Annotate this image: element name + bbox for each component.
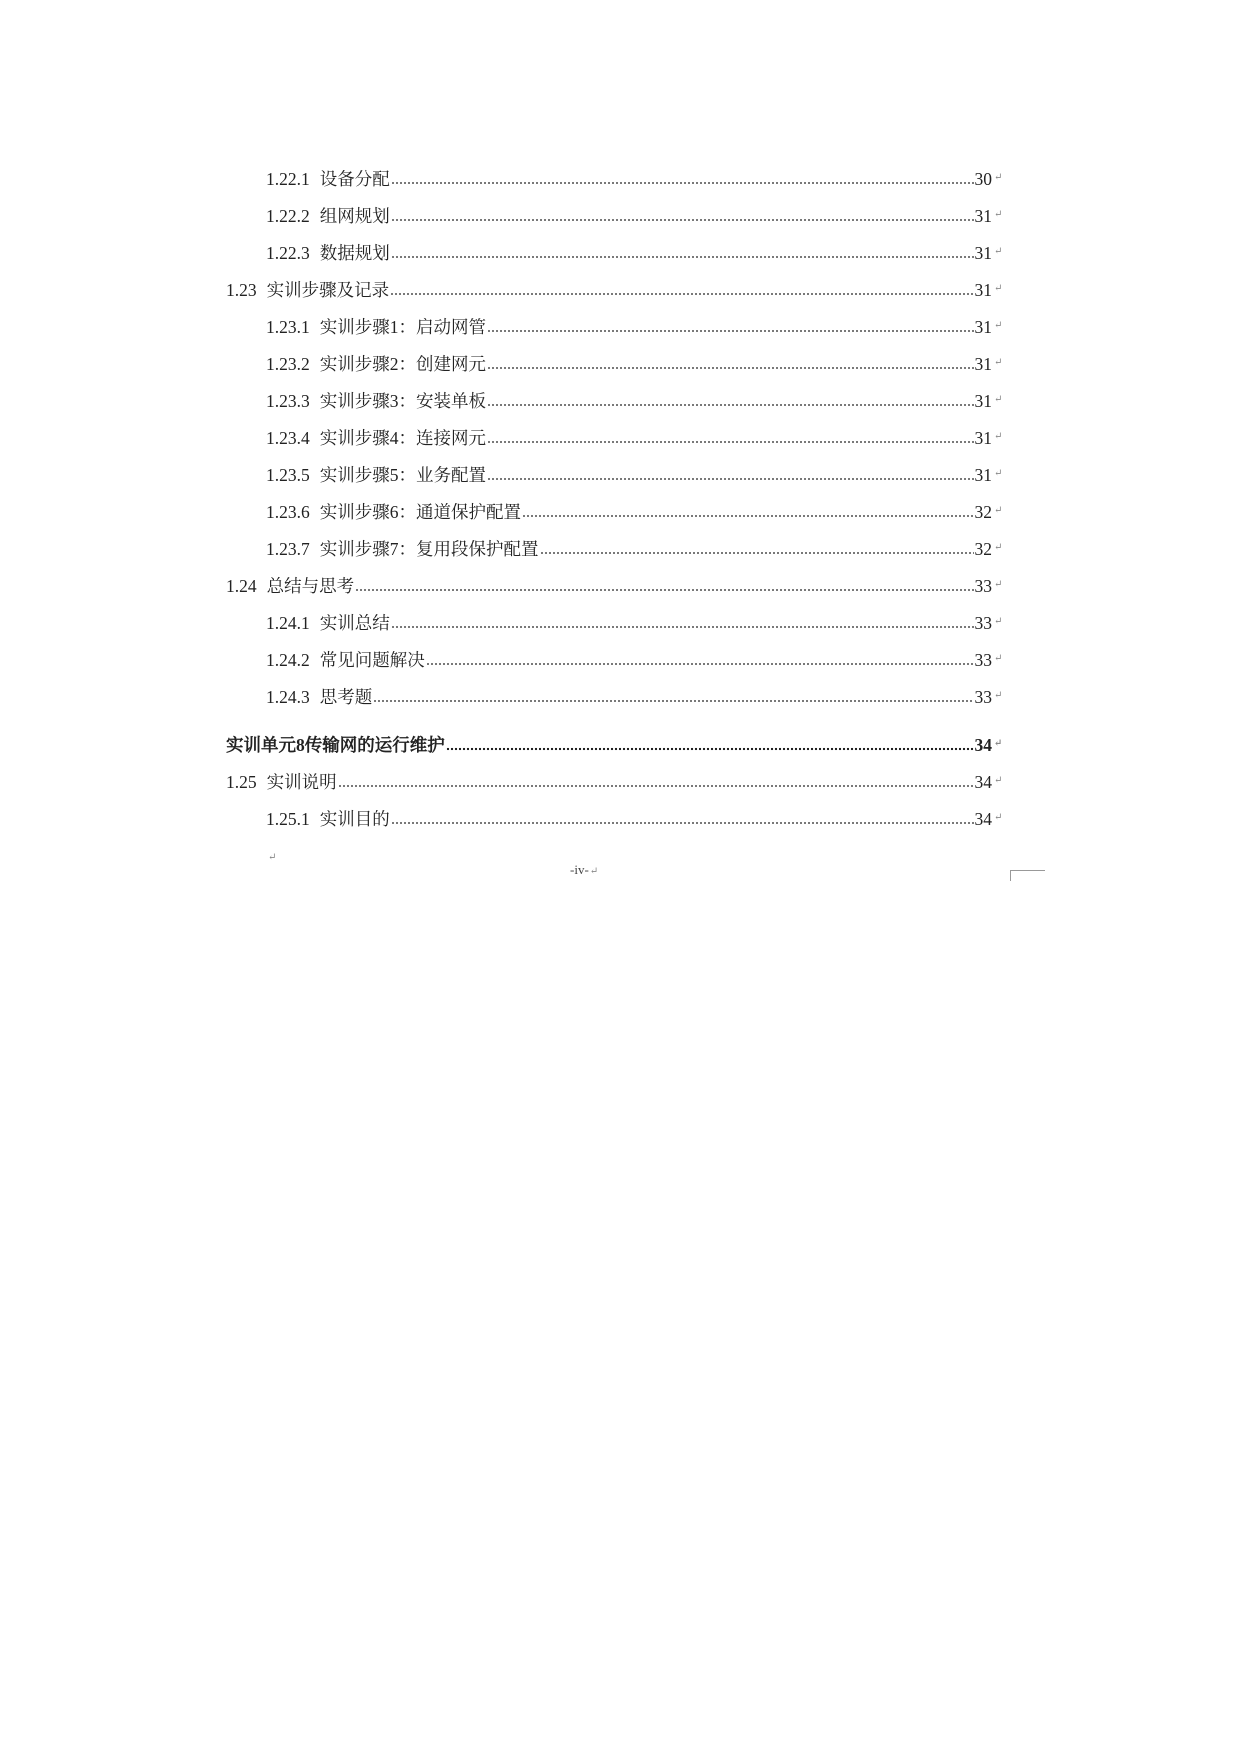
- dot-leader: [487, 476, 974, 482]
- toc-entry-title: 组网规划: [319, 206, 390, 226]
- toc-entry-chapter[interactable]: [226, 726, 1002, 756]
- dot-leader: [390, 291, 973, 297]
- toc-entry-number: 1.23.1: [266, 317, 310, 337]
- toc-entry-page: 34: [974, 809, 992, 829]
- toc-entry[interactable]: [266, 800, 1002, 830]
- toc-entry-title: 常见问题解决: [319, 650, 425, 670]
- toc-entry[interactable]: [266, 604, 1002, 634]
- toc-entry-title: 实训总结: [319, 613, 390, 633]
- toc-entry-title: 思考题: [319, 687, 373, 707]
- toc-entry[interactable]: [266, 197, 1002, 227]
- paragraph-mark-icon: ↵: [994, 812, 1003, 823]
- toc-entry[interactable]: [266, 308, 1002, 338]
- toc-entry[interactable]: [266, 493, 1002, 523]
- toc-entry-title: 实训步骤3：安装单板: [319, 391, 486, 411]
- toc-entry-number: 1.23: [226, 280, 257, 300]
- paragraph-mark-icon: ↵: [994, 738, 1003, 749]
- toc-entry[interactable]: [266, 530, 1002, 560]
- paragraph-mark-icon: ↵: [994, 246, 1003, 257]
- dot-leader: [522, 513, 974, 519]
- toc-entry[interactable]: [266, 456, 1002, 486]
- dot-leader: [391, 820, 974, 826]
- dot-leader: [373, 698, 973, 704]
- toc-entry-page: 31: [974, 428, 992, 448]
- paragraph-mark-icon: ↵: [268, 852, 277, 863]
- dot-leader: [487, 402, 974, 408]
- toc-entry-number: 1.24: [226, 576, 257, 596]
- toc-entry-number: 1.24.2: [266, 650, 310, 670]
- toc-entry-number: 1.23.5: [266, 465, 310, 485]
- paragraph-mark-icon: ↵: [994, 431, 1003, 442]
- dot-leader: [426, 661, 974, 667]
- toc-entry-page: 31: [974, 206, 992, 226]
- toc-entry-page: 30: [974, 169, 992, 189]
- toc-entry-page: 31: [974, 280, 992, 300]
- toc-entry-page: 31: [974, 243, 992, 263]
- paragraph-mark-icon: ↵: [589, 866, 599, 877]
- toc-entry[interactable]: [266, 641, 1002, 671]
- toc-entry-page: 34: [974, 735, 992, 755]
- toc-entry-title: 实训步骤及记录: [266, 280, 390, 300]
- page-number: [570, 862, 598, 878]
- toc-entry-number: 1.22.1: [266, 169, 310, 189]
- paragraph-mark-icon: ↵: [994, 579, 1003, 590]
- toc-entry-page: 31: [974, 317, 992, 337]
- toc-entry-page: 32: [974, 502, 992, 522]
- toc-entry-page: 31: [974, 465, 992, 485]
- toc-entry-number: 1.24.3: [266, 687, 310, 707]
- paragraph-mark-icon: ↵: [994, 775, 1003, 786]
- toc-entry-title: 数据规划: [319, 243, 390, 263]
- paragraph-mark-icon: ↵: [994, 394, 1003, 405]
- toc-entry-page: 31: [974, 354, 992, 374]
- dot-leader: [391, 624, 974, 630]
- dot-leader: [487, 365, 974, 371]
- toc-entry-page: 33: [974, 687, 992, 707]
- paragraph-mark-icon: ↵: [994, 653, 1003, 664]
- toc-entry-number: 1.22.2: [266, 206, 310, 226]
- toc-entry[interactable]: [266, 419, 1002, 449]
- paragraph-mark-icon: ↵: [994, 505, 1003, 516]
- paragraph-mark-icon: ↵: [994, 616, 1003, 627]
- page-number-text: -iv-: [570, 862, 589, 877]
- toc-entry-number: 1.23.2: [266, 354, 310, 374]
- dot-leader: [487, 439, 974, 445]
- toc-entry-title: 实训单元8传输网的运行维护: [226, 735, 445, 755]
- page-corner-crop-mark: [1010, 870, 1045, 881]
- toc-entry[interactable]: [266, 382, 1002, 412]
- toc-entry-page: 34: [974, 772, 992, 792]
- toc-entry-page: 33: [974, 613, 992, 633]
- toc-entry[interactable]: [226, 567, 1002, 597]
- toc-entry-number: 1.23.7: [266, 539, 310, 559]
- toc-entry-title: 实训步骤1：启动网管: [319, 317, 486, 337]
- toc-entry-page: 32: [974, 539, 992, 559]
- toc-entry-title: 设备分配: [319, 169, 390, 189]
- toc-entry-number: 1.22.3: [266, 243, 310, 263]
- toc-entry-title: 实训步骤4：连接网元: [319, 428, 486, 448]
- dot-leader: [391, 180, 974, 186]
- dot-leader: [391, 217, 974, 223]
- toc-entry[interactable]: [266, 160, 1002, 190]
- toc-entry[interactable]: [226, 763, 1002, 793]
- paragraph-mark-icon: ↵: [994, 690, 1003, 701]
- toc-entry-title: 实训步骤2：创建网元: [319, 354, 486, 374]
- toc-entry-title: 实训说明: [266, 772, 337, 792]
- toc-entry-title: 实训步骤6：通道保护配置: [319, 502, 521, 522]
- dot-leader: [391, 254, 974, 260]
- toc-entry-number: 1.23.4: [266, 428, 310, 448]
- toc-entry[interactable]: [266, 234, 1002, 264]
- dot-leader: [446, 746, 974, 752]
- toc-entry-page: 33: [974, 650, 992, 670]
- paragraph-mark-icon: ↵: [994, 320, 1003, 331]
- paragraph-mark-icon: ↵: [994, 172, 1003, 183]
- dot-leader: [487, 328, 974, 334]
- toc-entry-number: 1.24.1: [266, 613, 310, 633]
- toc-entry-page: 31: [974, 391, 992, 411]
- toc-entry-number: 1.23.3: [266, 391, 310, 411]
- toc-entry-number: 1.23.6: [266, 502, 310, 522]
- toc-entry[interactable]: [226, 271, 1002, 301]
- toc-entry-title: 总结与思考: [266, 576, 355, 596]
- paragraph-mark-icon: ↵: [994, 209, 1003, 220]
- toc-entry-title: 实训步骤5：业务配置: [319, 465, 486, 485]
- toc-entry-number: 1.25: [226, 772, 257, 792]
- toc-entry-title: 实训目的: [319, 809, 390, 829]
- toc-entry-page: 33: [974, 576, 992, 596]
- toc-entry-title: 实训步骤7：复用段保护配置: [319, 539, 539, 559]
- dot-leader: [338, 783, 974, 789]
- dot-leader: [355, 587, 973, 593]
- toc-entry[interactable]: [266, 345, 1002, 375]
- paragraph-mark-icon: ↵: [994, 542, 1003, 553]
- toc-entry-number: 1.25.1: [266, 809, 310, 829]
- paragraph-mark-icon: ↵: [994, 357, 1003, 368]
- paragraph-mark-icon: ↵: [994, 468, 1003, 479]
- toc-entry[interactable]: [266, 678, 1002, 708]
- paragraph-mark-icon: ↵: [994, 283, 1003, 294]
- dot-leader: [540, 550, 974, 556]
